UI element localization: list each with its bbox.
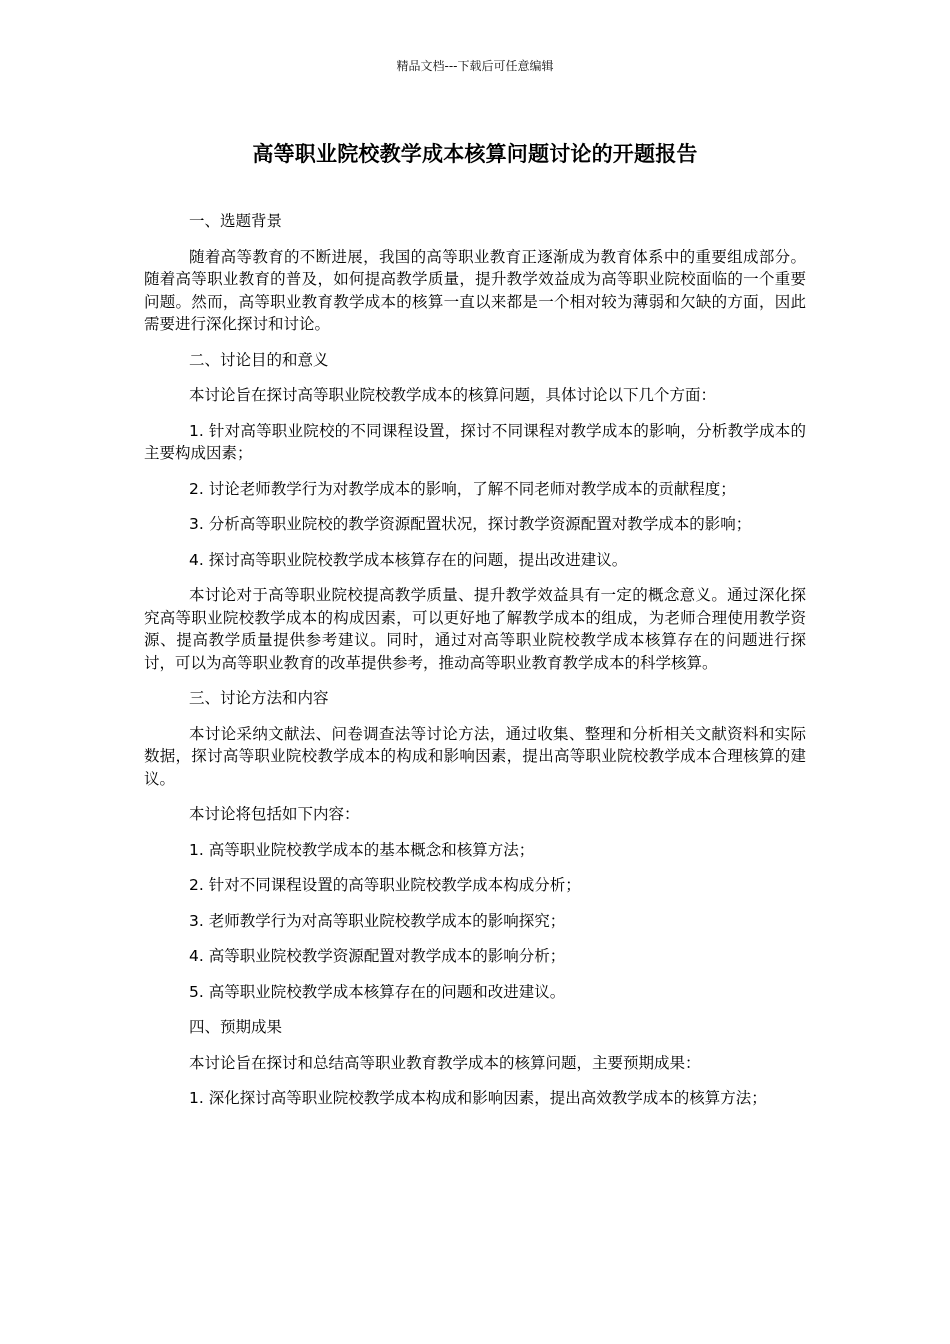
- paragraph-background: 随着高等教育的不断进展，我国的高等职业教育正逐渐成为教育体系中的重要组成部分。随着高等职业教育的普及，如何提高教学质量，提升教学效益成为高等职业院校面临的一个重要问题。然而，高等职业教育教学成本的核算一直以来都是一个相对较为薄弱和欠缺的方面，因此需要进行深化探讨和讨论。: [144, 247, 806, 333]
- list-item-purpose-2: 2. 讨论老师教学行为对教学成本的影响，了解不同老师对教学成本的贡献程度；: [189, 479, 736, 498]
- list-item-purpose-1: 1. 针对高等职业院校的不同课程设置，探讨不同课程对教学成本的影响，分析教学成本的主要构成因素；: [144, 421, 806, 462]
- list-item-content-5: 5. 高等职业院校教学成本核算存在的问题和改进建议。: [189, 982, 566, 1001]
- list-item-content-3: 3. 老师教学行为对高等职业院校教学成本的影响探究；: [189, 911, 566, 930]
- document-title: 高等职业院校教学成本核算问题讨论的开题报告: [252, 142, 698, 166]
- paragraph-purpose-intro: 本讨论旨在探讨高等职业院校教学成本的核算问题，具体讨论以下几个方面：: [189, 386, 717, 404]
- list-item-content-2: 2. 针对不同课程设置的高等职业院校教学成本构成分析；: [189, 876, 581, 894]
- document-body: [144, 210, 806, 1123]
- list-item-content-1: 1. 高等职业院校教学成本的基本概念和核算方法；: [189, 840, 535, 859]
- paragraph-outcomes-intro: 本讨论旨在探讨和总结高等职业教育教学成本的核算问题，主要预期成果：: [189, 1053, 701, 1072]
- section-heading-method: 三、讨论方法和内容: [189, 689, 329, 707]
- list-item-content-4: 4. 高等职业院校教学资源配置对教学成本的影响分析；: [189, 947, 566, 965]
- paragraph-method: 本讨论采纳文献法、问卷调查法等讨论方法，通过收集、整理和分析相关文献资料和实际数据，探讨高等职业院校教学成本的构成和影响因素，提出高等职业院校教学成本合理核算的建议。: [144, 724, 806, 788]
- section-heading-outcomes: 四、预期成果: [189, 1018, 283, 1036]
- list-item-purpose-4: 4. 探讨高等职业院校教学成本核算存在的问题，提出改进建议。: [189, 550, 628, 569]
- section-heading-background: 一、选题背景: [189, 212, 283, 230]
- list-item-purpose-3: 3. 分析高等职业院校的教学资源配置状况，探讨教学资源配置对教学成本的影响；: [189, 515, 752, 533]
- page-header-watermark: 精品文档---下载后可任意编辑: [396, 59, 554, 73]
- paragraph-content-intro: 本讨论将包括如下内容：: [189, 805, 360, 823]
- section-heading-purpose: 二、讨论目的和意义: [189, 350, 329, 369]
- paragraph-significance: 本讨论对于高等职业院校提高教学质量、提升教学效益具有一定的概念意义。通过深化探究高等职业院校教学成本的构成因素，可以更好地了解教学成本的组成，为老师合理使用教学资源、提高教学质量提供参考建议。同时，通过对高等职业院校教学成本核算存在的问题进行探讨，可以为高等职业教育的改革提供参考，推动高等职业教育教学成本的科学核算。: [144, 586, 806, 672]
- list-item-outcome-1: 1. 深化探讨高等职业院校教学成本构成和影响因素，提出高效教学成本的核算方法；: [189, 1089, 767, 1107]
